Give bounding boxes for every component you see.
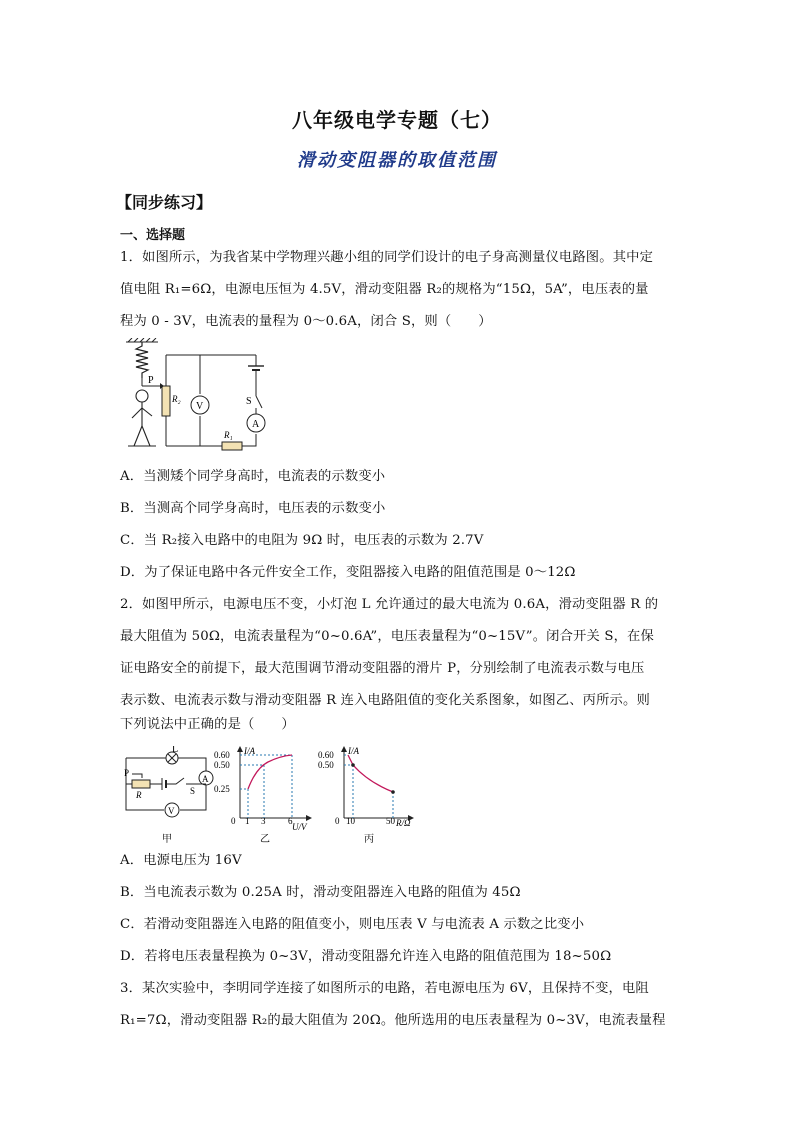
- q2-option-b: B．当电流表示数为 0.25A 时，滑动变阻器连入电路的阻值为 45Ω: [120, 885, 521, 900]
- bing-point: [391, 790, 395, 794]
- slider-label: P: [124, 768, 130, 778]
- caption-yi: 乙: [260, 834, 270, 845]
- page-subtitle: 滑动变阻器的取值范围: [297, 150, 497, 171]
- q1-circuit-diagram: [118, 338, 278, 454]
- bing-ytick: 0.60: [318, 750, 334, 760]
- page-title: 八年级电学专题（七）: [292, 108, 502, 132]
- q1-option-a: A．当测矮个同学身高时，电流表的示数变小: [120, 469, 386, 484]
- q2-line-2: 最大阻值为 50Ω，电流表量程为“0~0.6A”，电压表量程为“0~15V”。闭合开关 S，在保: [120, 629, 654, 644]
- q1-option-c: C．当 R₂接入电路中的电阻为 9Ω 时，电压表的示数为 2.7V: [120, 533, 484, 548]
- q1-option-d: D．为了保证电路中各元件安全工作，变阻器接入电路的阻值范围是 0～12Ω: [120, 565, 576, 580]
- caption-bing: 丙: [364, 834, 374, 845]
- yi-ytick: 0.50: [214, 760, 230, 770]
- ceiling-hatch: [126, 338, 158, 342]
- r2-label: R₂: [172, 394, 181, 404]
- switch-label: S: [190, 786, 196, 796]
- yi-xtick: 6: [288, 816, 293, 826]
- yi-ylabel: I/A: [244, 746, 255, 756]
- bing-point: [351, 763, 355, 767]
- ammeter-label: A: [252, 419, 260, 430]
- lamp-label: L: [172, 746, 179, 755]
- bing-xlabel: R/Ω: [396, 818, 411, 828]
- voltmeter-label: V: [196, 401, 204, 412]
- bing-xtick: 50: [386, 816, 395, 826]
- spring: [136, 342, 148, 378]
- q2-option-c: C．若滑动变阻器连入电路的阻值变小，则电压表 V 与电流表 A 示数之比变小: [120, 917, 585, 932]
- q2-circuit-jia: [118, 746, 214, 846]
- r2-resistor: [162, 386, 170, 416]
- person-figure: [128, 390, 156, 446]
- yi-ytick: 0.25: [214, 784, 230, 794]
- q2-option-d: D．若将电压表量程换为 0~3V，滑动变阻器允许连入电路的阻值范围为 18~50Ω: [120, 949, 612, 964]
- q1-line-1: 1．如图所示，为我省某中学物理兴趣小组的同学们设计的电子身高测量仪电路图。其中定: [120, 250, 654, 265]
- yi-origin: 0: [231, 816, 236, 826]
- yi-curve: [248, 755, 292, 789]
- section-heading: 【同步练习】: [116, 193, 213, 212]
- bing-curve: [348, 755, 393, 792]
- q1-option-b: B．当测高个同学身高时，电压表的示数变小: [120, 501, 386, 516]
- ammeter-label: A: [202, 774, 209, 784]
- q3-line-2: R₁=7Ω，滑动变阻器 R₂的最大阻值为 20Ω。他所选用的电压表量程为 0~3V，电流表量程: [120, 1013, 666, 1028]
- q2-graph-yi: [212, 744, 316, 846]
- yi-xtick: 3: [261, 816, 266, 826]
- q2-line-3: 证电路安全的前提下，最大范围调节滑动变阻器的滑片 P，分别绘制了电流表示数与电压: [120, 661, 645, 676]
- slider-label: P: [148, 375, 154, 386]
- q1-line-3: 程为 0 - 3V，电流表的量程为 0～0.6A，闭合 S，则（ ）: [120, 314, 492, 329]
- yi-xlabel: U/V: [292, 822, 307, 832]
- part-heading: 一、选择题: [120, 228, 186, 243]
- bing-ylabel: I/A: [348, 746, 359, 756]
- bing-xtick: 10: [346, 816, 355, 826]
- q2-line-4: 表示数、电流表示数与滑动变阻器 R 连入电路阻值的变化关系图象，如图乙、丙所示。则: [120, 693, 650, 708]
- q2-option-a: A．电源电压为 16V: [120, 853, 242, 868]
- yi-ytick: 0.60: [214, 750, 230, 760]
- rheostat-label: R: [136, 790, 142, 800]
- q2-line-1: 2．如图甲所示，电源电压不变，小灯泡 L 允许通过的最大电流为 0.6A，滑动变阻器 R 的: [120, 597, 659, 612]
- q2-line-5: 下列说法中正确的是（ ）: [120, 717, 295, 732]
- caption-jia: 甲: [162, 834, 172, 845]
- switch-label: S: [246, 396, 252, 407]
- q1-line-2: 值电阻 R₁=6Ω，电源电压恒为 4.5V，滑动变阻器 R₂的规格为“15Ω，5A”，电压表的量: [120, 282, 649, 297]
- q2-graph-bing: [316, 744, 420, 846]
- rheostat: [132, 780, 150, 788]
- bing-ytick: 0.50: [318, 760, 334, 770]
- voltmeter-label: V: [168, 806, 175, 816]
- switch-blade: [256, 396, 262, 408]
- r1-label: R₁: [224, 430, 233, 440]
- bing-origin: 0: [335, 816, 340, 826]
- r1-resistor: [222, 442, 242, 450]
- q3-line-1: 3．某次实验中，李明同学连接了如图所示的电路，若电源电压为 6V，且保持不变，电阻: [120, 981, 649, 996]
- yi-xtick: 1: [245, 816, 250, 826]
